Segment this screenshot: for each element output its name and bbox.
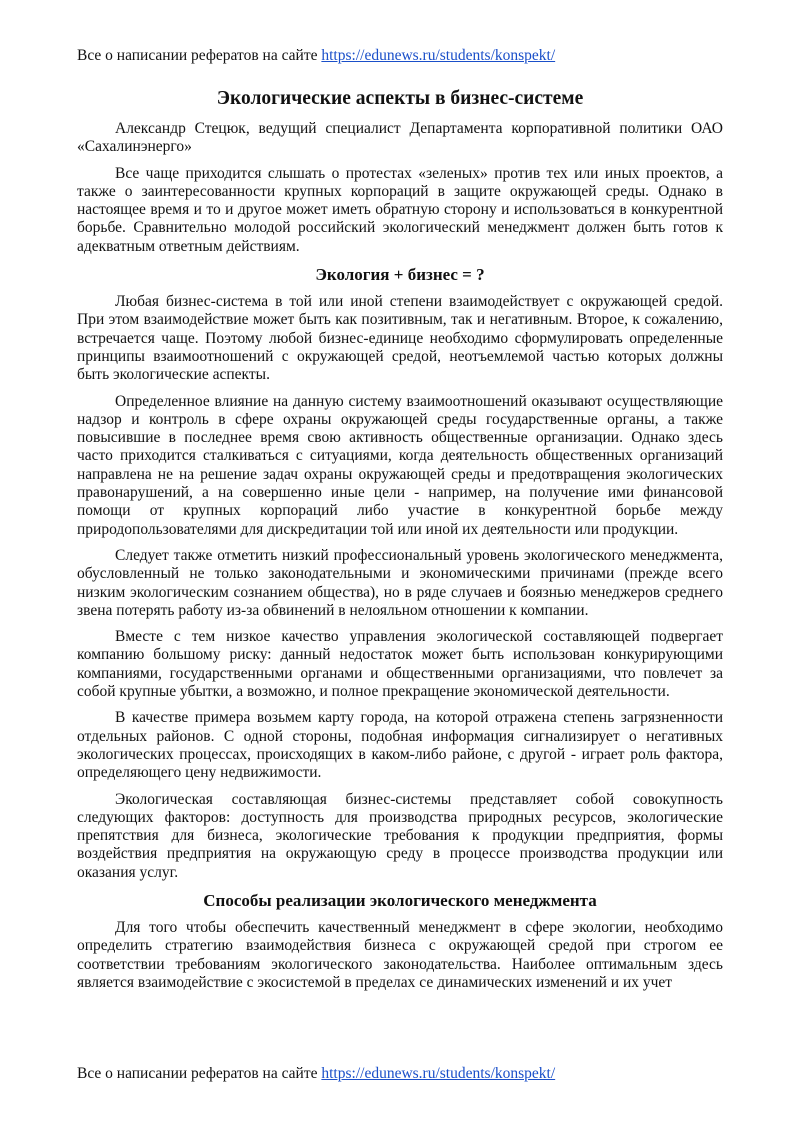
paragraph: Любая бизнес-система в той или иной степени взаимодействует с окружающей средой. При этом взаимодействие может быть как позитивным, так и негативным. Второе, к сожалению, встречается чаще. Поэтому любой бизнес-единице необходимо сформулировать определенные принципы взаимоотношений с окружающей средой, неотъемлемой частью которых должны быть экологические аспекты. [77,293,723,384]
document-body [77,86,723,1000]
page-footer [77,1065,723,1083]
author-line: Александр Стецюк, ведущий специалист Департамента корпоративной политики ОАО «Сахалинэнерго» [77,120,723,156]
document-title: Экологические аспекты в бизнес-системе [216,88,584,109]
footer-link[interactable]: https://edunews.ru/students/konspekt/ [321,1065,556,1082]
header-text: Все о написании рефератов на сайте [77,47,322,64]
footer-text: Все о написании рефератов на сайте [77,1065,322,1082]
paragraph: Экологическая составляющая бизнес-системы представляет собой совокупность следующих факторов: доступность для производства природных ресурсов, экологические препятствия для бизнеса, экологические требования к продукции предприятия, формы воздействия предприятия на окружающую среду в процессе производства продукции или оказания услуг. [77,790,723,881]
intro-paragraph: Все чаще приходится слышать о протестах «зеленых» против тех или иных проектов, а также о заинтересованности крупных корпораций в защите окружающей среды. Однако в настоящее время и то и другое может иметь обратную сторону и использоваться в конкурентной борьбе. Сравнительно молодой российский экологический менеджмент должен быть готов к адекватным ответным действиям. [77,164,723,255]
paragraph: Для того чтобы обеспечить качественный менеджмент в сфере экологии, необходимо определить стратегию взаимодействия бизнеса с окружающей средой при строгом ее соответствии требованиям экологического законодательства. Наиболее оптимальным здесь является взаимодействие с экосистемой в пределах се динамических изменений и их учет [77,918,723,991]
section-heading-methods: Способы реализации экологического менеджмента [203,890,597,910]
paragraph: Следует также отметить низкий профессиональный уровень экологического менеджмента, обусловленный не только законодательными и экономическими причинами (прежде всего низким экологическим сознанием общества), но в ряде случаев и боязнью менеджеров среднего звена потерять работу из-за обвинений в нелояльном отношении к компании. [77,546,723,619]
paragraph: Вместе с тем низкое качество управления экологической составляющей подвергает компанию большому риску: данный недостаток может быть использован конкурирующими компаниями, государственными органами и общественными организациями, что повлечет за собой крупные убытки, а возможно, и полное прекращение экономической деятельности. [77,628,723,701]
page-header [77,47,723,65]
header-link[interactable]: https://edunews.ru/students/konspekt/ [321,47,556,64]
paragraph: Определенное влияние на данную систему взаимоотношений оказывают осуществляющие надзор и контроль в сфере охраны окружающей среды государственные органы, а также повысившие в последнее время свою активность общественные организации. Однако здесь часто приходится сталкиваться с ситуациями, когда деятельность общественных организаций направлена не на решение задач охраны окружающей среды и предотвращения экологических правонарушений, а на совершенно иные цели - например, на получение ими финансовой помощи от крупных корпораций либо участие в конкурентной борьбе между природопользователями для дискредитации той или иной их деятельности или продукции. [77,392,723,538]
paragraph: В качестве примера возьмем карту города, на которой отражена степень загрязненности отдельных районов. С одной стороны, подобная информация сигнализирует о негативных экологических процессах, происходящих в каком-либо районе, с другой - играет роль фактора, определяющего цену недвижимости. [77,709,723,782]
section-heading-ecology-business: Экология + бизнес = ? [315,265,485,285]
